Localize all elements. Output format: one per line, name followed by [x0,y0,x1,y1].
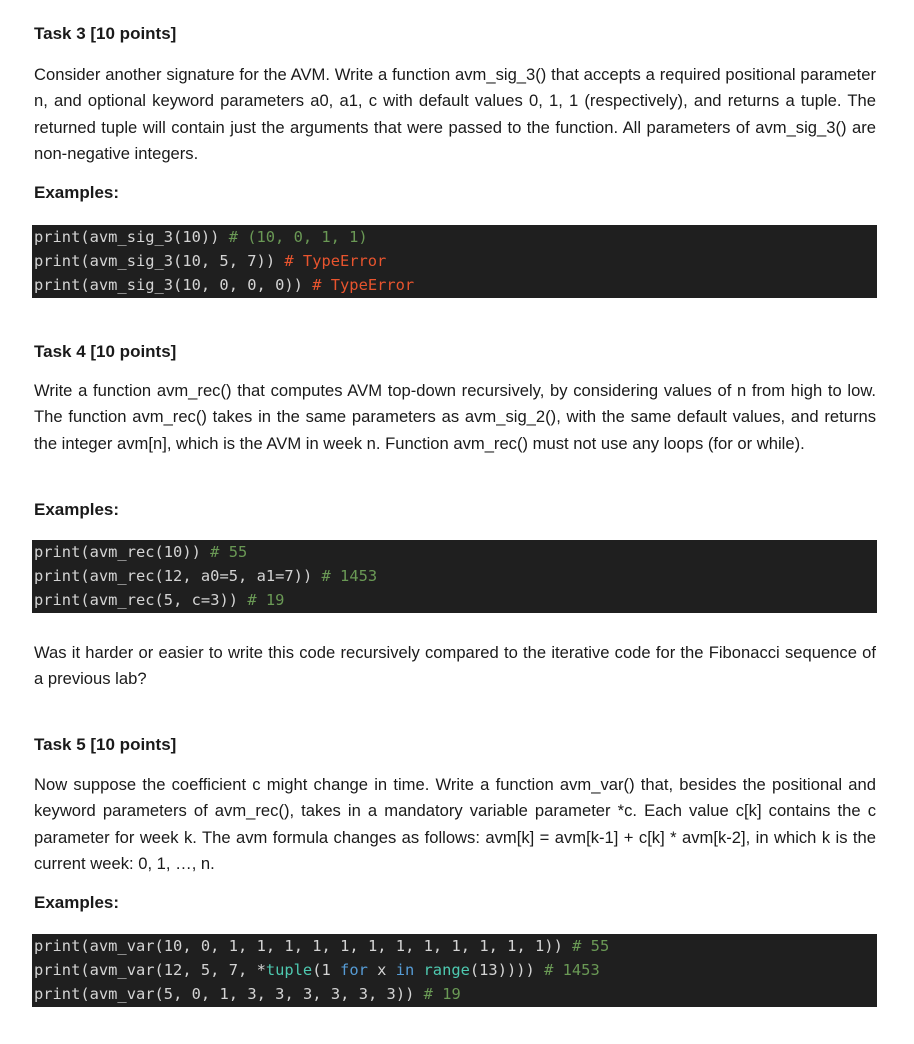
code-line [34,588,877,612]
code-comment: # 55 [572,937,610,955]
task3-examples-label: Examples: [34,183,120,202]
code-call: print(avm_sig_3(10, 5, 7)) [34,252,276,271]
code-line [34,273,877,297]
code-comment: # 55 [210,543,248,561]
code-comment: # 19 [247,591,285,610]
code-line [34,225,877,249]
task4-code-block [32,540,877,613]
task4-paragraph: Write a function avm_rec() that computes AVM top-down recursively, by considering values of n from high to low. The function avm_rec() takes in the same parameters as avm_sig_2(), with the same default values, and returns the integer avm[n], which is the AVM in week n. Function avm_rec() must not use any loops (for or while). [34,381,876,453]
code-comment: # TypeError [284,252,387,271]
task4-heading: Task 4 [10 points] [34,342,177,361]
task3-heading: Task 3 [10 points] [34,24,177,43]
code-call: print(avm_sig_3(10)) [34,228,220,246]
code-comment: # TypeError [312,276,415,295]
code-line [34,982,877,1006]
code-line [34,249,877,273]
code-call: print(avm_rec(12, a0=5, a1=7)) [34,567,313,586]
code-comment: # 19 [423,985,461,1004]
task3-code-block [32,225,877,298]
code-call: print(avm_var(10, 0, 1, 1, 1, 1, 1, 1, 1, 1, 1, 1, 1, 1)) [34,937,563,955]
task5-paragraph: Now suppose the coefficient c might change in time. Write a function avm_var() that, besides the positional and keyword parameters of avm_rec(), takes in a mandatory variable parameter *c. Each value c[k] contains the c parameter for week k. The avm formula changes as follows: avm[k] = avm[k-1] + c[k] * avm[k-2], in which k is the current week: 0, 1, …, n. [34,775,876,874]
code-line [34,958,877,982]
code-line [34,564,877,588]
code-call: print(avm_rec(10)) [34,543,201,561]
code-call: print(avm_rec(5, c=3)) [34,591,239,610]
task3-paragraph: Consider another signature for the AVM. Write a function avm_sig_3() that accepts a required positional parameter n, and optional keyword parameters a0, a1, c with default values 0, 1, 1 (respectively), and returns a tuple. The returned tuple will contain just the arguments that were passed to the function. All parameters of avm_sig_3() are non-negative integers. [34,65,876,164]
code-line [34,540,877,564]
task5-code-block [32,934,877,1007]
task4-examples-label: Examples: [34,500,120,519]
code-comment: # (10, 0, 1, 1) [228,228,368,246]
code-comment: # 1453 [321,567,378,586]
task4-question: Was it harder or easier to write this code recursively compared to the iterative code for the Fibonacci sequence of a previous lab? [34,643,876,689]
code-comment: # 1453 [544,961,600,980]
task5-examples-label: Examples: [34,893,120,912]
code-call: print(avm_var(12, 5, 7, *tuple(1 for x in range(13)))) [34,961,535,980]
code-call: print(avm_sig_3(10, 0, 0, 0)) [34,276,303,295]
code-line [34,934,877,958]
code-call: print(avm_var(5, 0, 1, 3, 3, 3, 3, 3, 3)) [34,985,415,1004]
task5-heading: Task 5 [10 points] [34,735,177,754]
